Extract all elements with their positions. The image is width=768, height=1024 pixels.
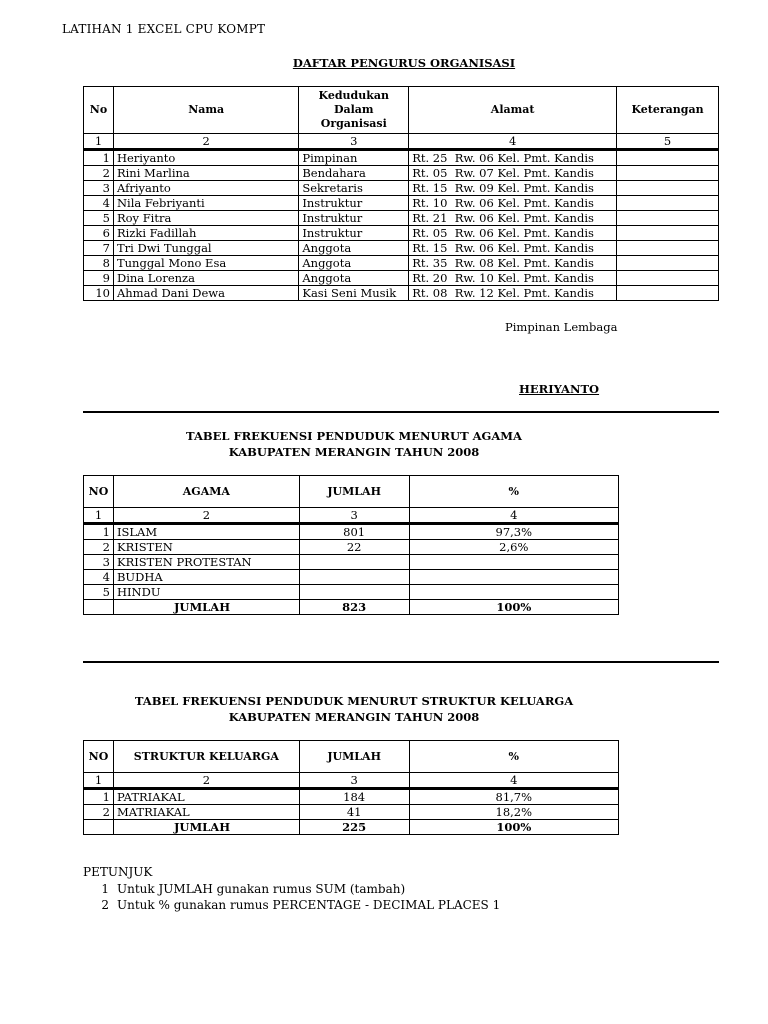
keluarga-row-jumlah: 184 xyxy=(299,789,409,805)
keluarga-col-jumlah: JUMLAH xyxy=(299,741,409,773)
org-row-keterangan xyxy=(617,256,719,271)
org-col-alamat: Alamat xyxy=(409,87,617,134)
keluarga-body xyxy=(84,789,619,820)
org-row-alamat: Rt. 15 Rw. 06 Kel. Pmt. Kandis xyxy=(409,241,617,256)
org-row-alamat: Rt. 21 Rw. 06 Kel. Pmt. Kandis xyxy=(409,211,617,226)
org-row-alamat: Rt. 05 Rw. 06 Kel. Pmt. Kandis xyxy=(409,226,617,241)
keluarga-row xyxy=(84,789,619,805)
agama-num-4: 4 xyxy=(409,508,618,524)
org-num-4: 4 xyxy=(409,134,617,150)
org-num-3: 3 xyxy=(299,134,409,150)
org-row-alamat: Rt. 10 Rw. 06 Kel. Pmt. Kandis xyxy=(409,196,617,211)
org-num-1: 1 xyxy=(84,134,114,150)
agama-col-persen: % xyxy=(409,476,618,508)
petunjuk-item-number: 2 xyxy=(101,898,109,912)
keluarga-row-no: 2 xyxy=(84,805,114,820)
agama-row-no: 5 xyxy=(84,585,114,600)
org-row-kedudukan: Instruktur xyxy=(299,211,409,226)
agama-number-row xyxy=(84,508,619,524)
org-row-nama: Dina Lorenza xyxy=(113,271,298,286)
agama-row-no: 4 xyxy=(84,570,114,585)
org-row xyxy=(84,211,719,226)
org-row-nama: Heriyanto xyxy=(113,150,298,166)
org-row-keterangan xyxy=(617,181,719,196)
org-row-nama: Rizki Fadillah xyxy=(113,226,298,241)
petunjuk-item-text: Untuk JUMLAH gunakan rumus SUM (tambah) xyxy=(117,882,406,896)
agama-row-no: 3 xyxy=(84,555,114,570)
agama-row-jumlah: 22 xyxy=(299,540,409,555)
org-row-no: 6 xyxy=(84,226,114,241)
agama-row-persen xyxy=(409,570,618,585)
org-col-keterangan: Keterangan xyxy=(617,87,719,134)
org-num-5: 5 xyxy=(617,134,719,150)
org-row-kedudukan: Anggota xyxy=(299,256,409,271)
keluarga-row xyxy=(84,805,619,820)
org-row-kedudukan: Pimpinan xyxy=(299,150,409,166)
agama-row xyxy=(84,570,619,585)
org-row-nama: Nila Febriyanti xyxy=(113,196,298,211)
sheet-header: LATIHAN 1 EXCEL CPU KOMPT xyxy=(62,22,266,36)
keluarga-total-label: JUMLAH xyxy=(113,820,299,835)
agama-row-no: 1 xyxy=(84,524,114,540)
agama-row-jumlah xyxy=(299,555,409,570)
org-row-nama: Roy Fitra xyxy=(113,211,298,226)
agama-row-persen xyxy=(409,555,618,570)
agama-row-jumlah xyxy=(299,570,409,585)
petunjuk-item-number: 1 xyxy=(101,882,109,896)
agama-row-no: 2 xyxy=(84,540,114,555)
agama-num-2: 2 xyxy=(113,508,299,524)
agama-row-persen: 2,6% xyxy=(409,540,618,555)
org-row-keterangan xyxy=(617,196,719,211)
org-row-keterangan xyxy=(617,150,719,166)
keluarga-row-label: PATRIAKAL xyxy=(113,789,299,805)
agama-total-label: JUMLAH xyxy=(113,600,299,615)
signature-name: HERIYANTO xyxy=(519,382,600,396)
petunjuk-list xyxy=(83,881,500,913)
org-row-no: 1 xyxy=(84,150,114,166)
agama-body xyxy=(84,524,619,600)
keluarga-title-2: KABUPATEN MERANGIN TAHUN 2008 xyxy=(228,710,480,724)
org-row xyxy=(84,286,719,301)
agama-col-agama: AGAMA xyxy=(113,476,299,508)
org-row-no: 2 xyxy=(84,166,114,181)
agama-row-persen: 97,3% xyxy=(409,524,618,540)
org-row-nama: Afriyanto xyxy=(113,181,298,196)
org-row xyxy=(84,241,719,256)
agama-row-label: BUDHA xyxy=(113,570,299,585)
agama-total-row xyxy=(84,600,619,615)
agama-num-3: 3 xyxy=(299,508,409,524)
agama-row xyxy=(84,555,619,570)
org-row-nama: Rini Marlina xyxy=(113,166,298,181)
keluarga-total-blank xyxy=(84,820,114,835)
org-header-row xyxy=(84,87,719,134)
org-row-kedudukan: Bendahara xyxy=(299,166,409,181)
org-row-kedudukan: Sekretaris xyxy=(299,181,409,196)
keluarga-row-persen: 81,7% xyxy=(409,789,618,805)
agama-row-jumlah xyxy=(299,585,409,600)
org-row xyxy=(84,196,719,211)
org-row xyxy=(84,271,719,286)
keluarga-col-persen: % xyxy=(409,741,618,773)
agama-row-jumlah: 801 xyxy=(299,524,409,540)
org-row-nama: Tunggal Mono Esa xyxy=(113,256,298,271)
agama-title-1: TABEL FREKUENSI PENDUDUK MENURUT AGAMA xyxy=(186,429,522,443)
org-row-alamat: Rt. 05 Rw. 07 Kel. Pmt. Kandis xyxy=(409,166,617,181)
agama-col-jumlah: JUMLAH xyxy=(299,476,409,508)
agama-header-row xyxy=(84,476,619,508)
agama-total-persen: 100% xyxy=(409,600,618,615)
keluarga-num-1: 1 xyxy=(84,773,114,789)
agama-row-label: KRISTEN PROTESTAN xyxy=(113,555,299,570)
org-col-kedudukan-line2: Dalam xyxy=(333,103,374,116)
org-row-no: 9 xyxy=(84,271,114,286)
org-row-alamat: Rt. 08 Rw. 12 Kel. Pmt. Kandis xyxy=(409,286,617,301)
agama-num-1: 1 xyxy=(84,508,114,524)
keluarga-number-row xyxy=(84,773,619,789)
keluarga-col-struktur: STRUKTUR KELUARGA xyxy=(113,741,299,773)
org-row-keterangan xyxy=(617,286,719,301)
org-row-alamat: Rt. 35 Rw. 08 Kel. Pmt. Kandis xyxy=(409,256,617,271)
agama-title-2: KABUPATEN MERANGIN TAHUN 2008 xyxy=(228,445,480,459)
org-row-no: 8 xyxy=(84,256,114,271)
keluarga-total-row xyxy=(84,820,619,835)
org-table xyxy=(83,86,719,301)
agama-row xyxy=(84,585,619,600)
org-num-2: 2 xyxy=(113,134,298,150)
signature-role: Pimpinan Lembaga xyxy=(505,320,618,334)
org-row-alamat: Rt. 20 Rw. 10 Kel. Pmt. Kandis xyxy=(409,271,617,286)
org-row-no: 5 xyxy=(84,211,114,226)
org-col-no: No xyxy=(84,87,114,134)
agama-row xyxy=(84,524,619,540)
agama-table xyxy=(83,475,619,615)
org-row-nama: Ahmad Dani Dewa xyxy=(113,286,298,301)
keluarga-row-jumlah: 41 xyxy=(299,805,409,820)
org-row-kedudukan: Kasi Seni Musik xyxy=(299,286,409,301)
keluarga-row-persen: 18,2% xyxy=(409,805,618,820)
keluarga-header-row xyxy=(84,741,619,773)
org-row xyxy=(84,150,719,166)
petunjuk-item-text: Untuk % gunakan rumus PERCENTAGE - DECIMAL PLACES 1 xyxy=(117,898,501,912)
petunjuk-item xyxy=(83,897,500,913)
org-row-keterangan xyxy=(617,166,719,181)
agama-row-label: ISLAM xyxy=(113,524,299,540)
org-row-kedudukan: Anggota xyxy=(299,271,409,286)
org-row-no: 7 xyxy=(84,241,114,256)
keluarga-total-jumlah: 225 xyxy=(299,820,409,835)
keluarga-row-label: MATRIAKAL xyxy=(113,805,299,820)
keluarga-num-3: 3 xyxy=(299,773,409,789)
org-row-keterangan xyxy=(617,241,719,256)
org-col-nama: Nama xyxy=(113,87,298,134)
org-row-kedudukan: Instruktur xyxy=(299,226,409,241)
org-body xyxy=(84,150,719,301)
agama-row-persen xyxy=(409,585,618,600)
org-row-keterangan xyxy=(617,271,719,286)
keluarga-title-1: TABEL FREKUENSI PENDUDUK MENURUT STRUKTUR KELUARGA xyxy=(134,694,574,708)
org-row xyxy=(84,256,719,271)
org-row-alamat: Rt. 25 Rw. 06 Kel. Pmt. Kandis xyxy=(409,150,617,166)
org-col-kedudukan-line3: Organisasi xyxy=(320,117,387,130)
org-row-keterangan xyxy=(617,226,719,241)
agama-row-label: KRISTEN xyxy=(113,540,299,555)
keluarga-num-4: 4 xyxy=(409,773,618,789)
org-col-kedudukan xyxy=(299,87,409,134)
keluarga-num-2: 2 xyxy=(113,773,299,789)
org-number-row xyxy=(84,134,719,150)
org-row-no: 3 xyxy=(84,181,114,196)
org-row-nama: Tri Dwi Tunggal xyxy=(113,241,298,256)
agama-total-jumlah: 823 xyxy=(299,600,409,615)
org-row-kedudukan: Instruktur xyxy=(299,196,409,211)
org-row-no: 4 xyxy=(84,196,114,211)
org-row-keterangan xyxy=(617,211,719,226)
keluarga-table xyxy=(83,740,619,835)
petunjuk-title: PETUNJUK xyxy=(83,865,153,879)
org-col-kedudukan-line1: Kedudukan xyxy=(318,89,389,102)
org-row-kedudukan: Anggota xyxy=(299,241,409,256)
petunjuk-item xyxy=(83,881,500,897)
agama-col-no: NO xyxy=(84,476,114,508)
keluarga-col-no: NO xyxy=(84,741,114,773)
agama-total-blank xyxy=(84,600,114,615)
org-row xyxy=(84,226,719,241)
org-row-no: 10 xyxy=(84,286,114,301)
org-row xyxy=(84,166,719,181)
keluarga-total-persen: 100% xyxy=(409,820,618,835)
org-table-title: DAFTAR PENGURUS ORGANISASI xyxy=(292,56,516,70)
divider-1 xyxy=(83,411,719,413)
agama-row xyxy=(84,540,619,555)
divider-2 xyxy=(83,661,719,663)
keluarga-row-no: 1 xyxy=(84,789,114,805)
agama-row-label: HINDU xyxy=(113,585,299,600)
org-row-alamat: Rt. 15 Rw. 09 Kel. Pmt. Kandis xyxy=(409,181,617,196)
org-row xyxy=(84,181,719,196)
